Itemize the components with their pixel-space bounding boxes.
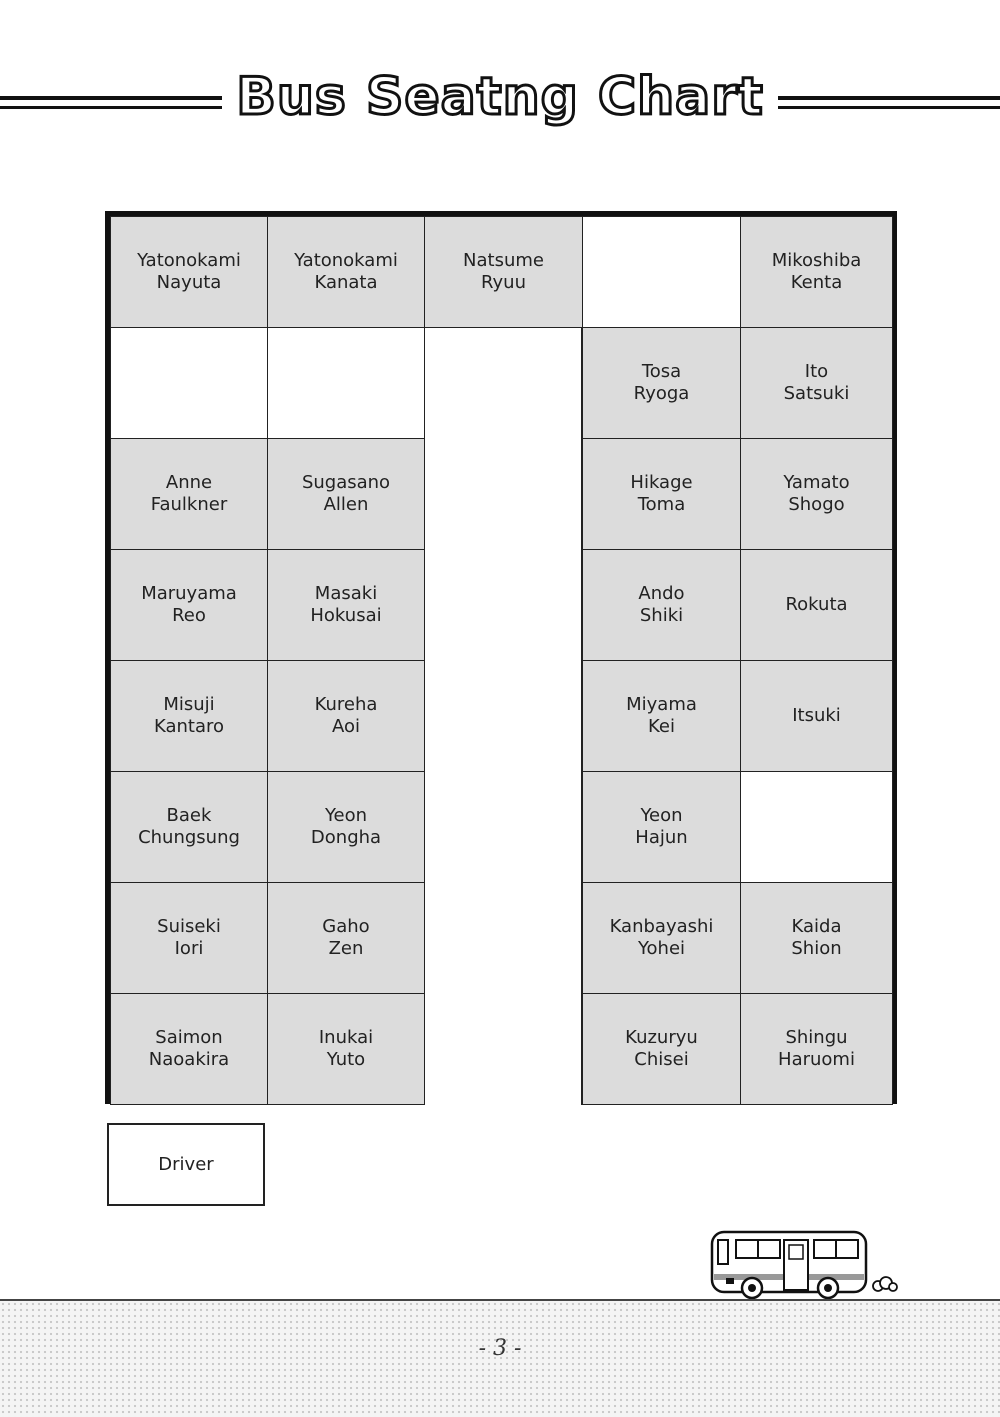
seat-name-second: Naoakira [148,1049,230,1070]
seat [110,216,268,328]
seat-name-second: Kantaro [153,716,225,737]
seat [740,882,893,994]
seat [267,882,425,994]
seat-name-second: Kei [648,716,675,737]
seat-name-first: Sugasano [301,472,391,493]
seat-name-second: Kenta [790,272,843,293]
seat-name-second: Dongha [310,827,382,848]
seat [582,993,741,1105]
seat-name-second: Shion [791,938,842,959]
seat-name-first: Kanbayashi [609,916,714,937]
seat-name-first: Inukai [318,1027,374,1048]
aisle [424,327,582,1105]
seat-name-first: Maruyama [141,583,237,604]
seat-name-first: Yeon [324,805,368,826]
seat-name-first: Shingu [785,1027,848,1048]
seat-name-second: Haruomi [778,1049,855,1070]
seat [740,993,893,1105]
title-rule-right [778,96,1000,111]
seat-empty [740,771,893,883]
seat-empty [267,327,425,439]
seat-name-second: Satsuki [783,383,850,404]
seat-name-first: Yatonokami [294,250,398,271]
seat-name-second: Allen [323,494,369,515]
seat-name-first: Hikage [630,472,693,493]
seat-name-first: Masaki [314,583,378,604]
seat-name-first: Tosa [641,361,682,382]
seat-name-second: Faulkner [150,494,228,515]
seat [267,438,425,550]
seat [582,882,741,994]
seat-empty [110,327,268,439]
seat-name-first: Mikoshiba [771,250,862,271]
title-rule-left [0,96,222,111]
seating-grid [105,211,897,1104]
seat-name-first: Baek [166,805,212,826]
page-number: - 3 - [478,1336,522,1361]
seat-name-first: Yeon [640,805,683,826]
seat [740,660,893,772]
seat-name-second: Shiki [639,605,684,626]
seat [740,549,893,661]
seat-name-first: Miyama [626,694,697,715]
seat [267,771,425,883]
seat-name-second: Hokusai [310,605,382,626]
seat-name-second: Aoi [331,716,360,737]
seat [110,438,268,550]
seat-name-second: Yuto [326,1049,366,1070]
seat [267,216,425,328]
seat [582,327,741,439]
seat-name-first: Rokuta [785,594,848,615]
seat-name-second: Ryoga [633,383,690,404]
seat-name-first: Suiseki [157,916,221,937]
seat [110,549,268,661]
seat [110,660,268,772]
header [0,62,1000,132]
seat-name-first: Kaida [791,916,842,937]
seat-name-second: Reo [172,605,206,626]
seat-name-second: Iori [174,938,204,959]
seat-name-first: Kuzuryu [625,1027,698,1048]
seat [424,216,583,328]
seat [740,327,893,439]
seat-name-first: Natsume [463,250,544,271]
seat-name-first: Misuji [163,694,215,715]
seat [267,660,425,772]
seat-name-second: Chisei [634,1049,689,1070]
seat-name-first: Itsuki [792,705,841,726]
seat-name-second: Yohei [637,938,686,959]
seat-name-second: Kanata [314,272,378,293]
seat [110,993,268,1105]
seat-empty [582,216,741,328]
seat [267,549,425,661]
seat [582,660,741,772]
seat-name-first: Yamato [783,472,850,493]
seat [110,882,268,994]
seat-name-first: Anne [165,472,213,493]
bus-icon [706,1226,902,1302]
seat [740,438,893,550]
seat-name-second: Toma [637,494,686,515]
seat-name-second: Hajun [635,827,688,848]
seat-name-first: Ito [804,361,829,382]
seat-name-second: Ryuu [481,272,526,293]
seat-name-second: Chungsung [138,827,240,848]
seat-name-first: Yatonokami [137,250,241,271]
driver-seat [107,1123,265,1206]
seat [582,549,741,661]
seat-name-second: Shogo [788,494,845,515]
seat [110,771,268,883]
exhaust-cloud-icon [873,1277,897,1291]
seat [740,216,893,328]
seat [582,438,741,550]
seat-name-first: Saimon [155,1027,223,1048]
seat-name-second: Nayuta [156,272,222,293]
seat [267,993,425,1105]
driver-label: Driver [158,1154,214,1175]
seat-name-first: Ando [638,583,685,604]
seat-name-first: Gaho [322,916,370,937]
seat [582,771,741,883]
seat-name-first: Kureha [314,694,378,715]
seat-name-second: Zen [328,938,364,959]
page-title: Bus Seatng Chart [236,67,764,127]
